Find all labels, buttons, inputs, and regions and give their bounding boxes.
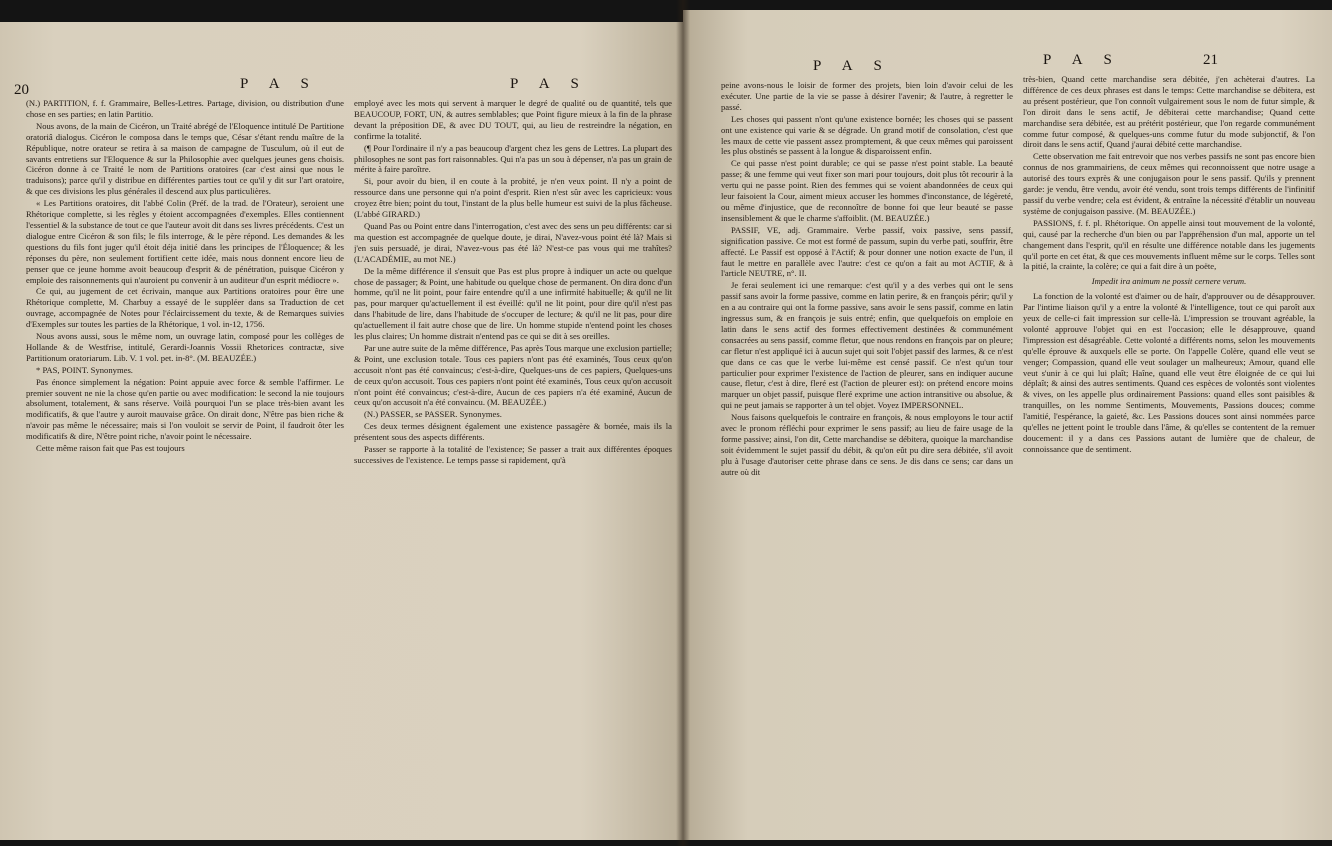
paragraph: Nous avons aussi, sous le même nom, un ouvrage latin, composé pour les collèges de Hollande & de Westfrise, intitulé, Gerardi-Joannis Vossii Rhetorices contractæ, sive Partitionum oratoriarum. Lib. V. 1 vol. pet. in-8°. (M. BEAUZÉE.) xyxy=(26,331,344,363)
paragraph: Ce qui, au jugement de cet écrivain, manque aux Partitions oratoires pour être une Rhétorique complette, M. Charbuy a essayé de le suppléer dans sa Traduction de cet ouvrage, accompagnée de Notes pour l'éclaircissement du texte, & de Remarques suivies d'Exemples sur toutes les parties de la Rhétorique, 1 vol. in-12, 1756. xyxy=(26,286,344,330)
running-header-right-col1: P A S xyxy=(813,58,891,74)
paragraph: très-bien, Quand cette marchandise sera débitée, j'en achèterai d'autres. La différence de ces deux phrases est dans le temps: Cette marchandise se débitera, est au présent postérieur, que l'on connoît vulgairement sous le nom de futur simple, & l'on diroit dans le sens actif, Je débiterai cette marchandise; Quand cette marchandise sera débitée, est au prétérit postérieur, que l'on regarde communément comme futur composé, & quelques-uns comme futur du mode subjonctif, & l'on diroit dans le sens actif, Quand j'aurai débité cette marchandise. xyxy=(1023,74,1315,150)
paragraph: Ce qui passe n'est point durable; ce qui se passe n'est point stable. La beauté passe; & une femme qui veut fixer son mari pour toujours, doit plus tôt recourir à la vertu qui ne passe point. Rien des femmes qui se voient abandonnées de ceux qui leur faisoient la Cour, aiment mieux accuser les hommes d'inconstance, de légèreté, ou même d'injustice, que de reconnoître de bonne foi que leur beauté se passe insensiblement & que le charme s'affoiblit. (M. BEAUZÉE.) xyxy=(721,158,1013,223)
paragraph: Je ferai seulement ici une remarque: c'est qu'il y a des verbes qui ont le sens passif sans avoir la forme passive, comme en latin perire, & en françois périr; qu'il y en a au contraire qui ont la forme passive, sans avoir le sens passif, comme en latin ingressus sum, & en françois je suis entré; enfin, que quelquefois on emploie en latin dans le sens actif des formes effectivement destinées & communément consacrées au sens passif, comme fletur, que nous rendons en françois par on pleure; car fletur n'est appliqué ici à aucun sujet qui soit l'objet passif des larmes, & ce n'est que dans ce cas que le verbe lui-même est censé passif. Ce n'est qu'un tour particulier pour exprimer l'existence de l'action de pleurer, sans en indiquer aucune cause, fletur, c'est à dire, fleré est (l'action de pleurer est): on prétend encore moins marquer un objet passif, puisque fleré exprime une action intransitive ou absolue, & qui ne peut jamais se rapporter à un tel objet. Voyez IMPERSONNEL. xyxy=(721,280,1013,411)
left-column-1 xyxy=(26,98,344,840)
left-page xyxy=(0,22,683,840)
paragraph: (N.) PASSER, se PASSER. Synonymes. xyxy=(364,409,502,420)
paragraph: Par une autre suite de la même différence, Pas après Tous marque une exclusion partielle; & Point, une exclusion totale. Tous ces papiers n'ont pas été examinés, Tous ceux qu'on accusoit n'ont pas été convaincus; c'est-à-dire, Quelques-uns de ces papiers, Quelques-uns de ceux qu'on accusoit. Tous ces papiers n'ont point été examinés, Tous ceux qu'on accusoit n'ont point été convaincus; c'est-à-dire, Aucun de ces papiers n'a été examiné, Aucun de ceux qu'on accusoit n'a été convaincu. (M. BEAUZÉE.) xyxy=(354,342,672,408)
page-number-right: 21 xyxy=(1203,52,1218,68)
paragraph: Passer se rapporte à la totalité de l'existence; Se passer a trait aux différentes époques successives de l'existence. Le temps passe si rapidement, qu'à xyxy=(354,444,672,465)
paragraph: Impedit ira animum ne possit cernere verum. xyxy=(1091,276,1247,287)
right-page xyxy=(683,10,1332,840)
paragraph: Pas énonce simplement la négation: Point appuie avec force & semble l'affirmer. Le premier souvent ne nie la chose qu'en partie ou avec modification: le second la nie toujours absolument, totalement, & sans réserve. Voilà pourquoi l'un se place très-bien avant les modificatifs, & que l'autre y auroit mauvaise grâce. On dirait donc, N'être pas bien riche & n'avoir pas même le nécessaire; mais si l'on vouloit se servir de Point, il faudroit ôter les modificatifs & dire, N'être point riche, n'avoir point le nécessaire. xyxy=(26,376,344,442)
paragraph: Nous avons, de la main de Cicéron, un Traité abrégé de l'Eloquence intitulé De Partitione oratoriâ dialogus. Cicéron le composa dans le temps que, César s'étant rendu maître de la République, notre orateur se retira à sa maison de campagne de Tusculum, où il eut de savants entretiens sur l'Eloquence & sur la Philosophie avec quelques jeunes gens choisis. Cicéron donne à ce Traité le nom de Partitions oratoires (car c'est ainsi que nous le traduisons); parce qu'il y distribue en différentes parties tout ce qu'il y dit sur l'art oratoire, & que ces divisions les plus générales il descend aux plus particulières. xyxy=(26,120,344,197)
book-gutter xyxy=(676,0,690,846)
paragraph: Quand Pas ou Point entre dans l'interrogation, c'est avec des sens un peu différents: car si ma question est accompagnée de quelque doute, je dirai, N'avez-vous point été là? Mais si j'en suis persuadé, je dirai, N'avez-vous pas été là? N'est-ce pas vous qui me trahîtes? (L'ACADÉMIE, au mot NE.) xyxy=(354,220,672,264)
paragraph: Cette même raison fait que Pas est toujours xyxy=(36,443,185,454)
paragraph: (¶ Pour l'ordinaire il n'y a pas beaucoup d'argent chez les gens de Lettres. La plupart des philosophes ne sont pas fort raisonnables. Qui n'a pas un sou à dépenser, n'a pas un grain de mérite à faire paroître. xyxy=(354,142,672,175)
paragraph: (N.) PARTITION, f. f. Grammaire, Belles-Lettres. Partage, division, ou distribution d'une chose en ses parties; en latin Partitio. xyxy=(26,98,344,119)
paragraph: De la même différence il s'ensuit que Pas est plus propre à indiquer un acte ou quelque chose de passager; & Point, une habitude ou quelque chose de permanent. On dira donc d'un homme, qu'il ne lit point, pour faire entendre qu'il a une infirmité habituelle; & qu'il ne lit pas, pour marquer qu'actuellement il est éveillé: qu'il ne lit point, pour dire qu'il n'est pas dans l'habitude de lire, dans l'habitude de s'occuper de lecture; & qu'il ne lit pas, pour dire qu'actuellement il fait autre chose que de lire. Un homme stupide n'entend point les choses les plus claires; Un homme distrait n'entend pas ce qui se dit à ses oreilles. xyxy=(354,265,672,342)
paragraph: La fonction de la volonté est d'aimer ou de haïr, d'approuver ou de désapprouver. Par l'intime liaison qu'il y a entre la volonté & l'intelligence, tout ce qui paroît aux yeux de celle-ci fait impression sur celle-là. L'impression se trouvant agréable, la volonté approuve l'objet qui en est l'occasion; elle le désapprouve, quand l'impression est désagréable. Cette volonté a différents noms, selon les mouvements qu'elle éprouve & auxquels elle se porte. On l'appelle Colère, quand elle veut se venger; Compassion, quand elle veut soulager un malheureux; Amour, quand elle veut s'unir à ce qui lui plaît; Haîne, quand elle veut être éloignée de ce qui lui déplaît; & ainsi des autres sentiments. Quand ces espèces de volontés sont violentes & vives, on les appelle plus ordinairement Passions: quand elles sont paisibles & tranquilles, on les nomme Sentiments, Mouvements, Passions douces; comme l'amitié, l'espérance, la gaieté, &c. Les Passions douces sont ainsi nommées parce qu'elles ne jettent point le trouble dans l'âme, & qu'elles se contentent de la remuer doucement: il y a dans ces Passions autant de lumière que de chaleur, de connoissance que de sentiment. xyxy=(1023,291,1315,454)
running-header-left-col1: P A S xyxy=(240,76,318,92)
running-header-right-col2: P A S xyxy=(1043,52,1121,68)
paragraph: peine avons-nous le loisir de former des projets, bien loin d'avoir celui de les exécuter. Une partie de la vie se passe à désirer l'avenir; & l'autre, à regretter le passé. xyxy=(721,80,1013,112)
page-number-left: 20 xyxy=(14,82,29,98)
paragraph: * PAS, POINT. Synonymes. xyxy=(36,364,133,375)
running-header-left-col2: P A S xyxy=(510,76,588,92)
right-column-1 xyxy=(721,80,1013,832)
paragraph: Si, pour avoir du bien, il en coute à la probité, je n'en veux point. Il n'y a point de ressource dans une personne qui n'a point d'esprit. Rien n'est sûr avec les capricieux: vous croyez être bien; point du tout, l'instant de la plus belle humeur est suivi de la plus fâcheuse. (L'abbé GIRARD.) xyxy=(354,176,672,220)
left-column-2 xyxy=(354,98,672,840)
paragraph: employé avec les mots qui servent à marquer le degré de qualité ou de quantité, tels que BEAUCOUP, FORT, UN, & autres semblables; que Point figure mieux à la fin de la phrase devant la préposition DE, & avec DU TOUT, qui, au lieu de restreindre la négation, en confirme la totalité. xyxy=(354,98,672,141)
paragraph: Les choses qui passent n'ont qu'une existence bornée; les choses qui se passent ont une existence qui varie & se dégrade. Un grand motif de consolation, c'est que les maux de cette vie passent assez promptement, & que ceux mêmes qui paroissent les plus obstinés se passent à la longue & disparoissent enfin. xyxy=(721,113,1013,157)
paragraph: Nous faisons quelquefois le contraire en françois, & nous employons le tour actif avec le pronom réfléchi pour exprimer le sens passif; au lieu de faire usage de la forme passive; ainsi, l'on dit, Cette marchandise se débitera, quoique la marchandise soit évidemment le sujet passif du débit, & qu'on eût pu dire sera débitée, s'il avoit plu à l'usage d'autoriser cette phrase dans ce sens. Je dis dans ce sens; car dans un autre où dit xyxy=(721,412,1013,477)
paragraph: PASSIONS, f. f. pl. Rhétorique. On appelle ainsi tout mouvement de la volonté, qui, causé par la recherche d'un bien ou par l'appréhension d'un mal, apporte un tel changement dans l'esprit, qu'il en résulte une différence notable dans les jugements qu'il porte en cet état, & que ces mouvements influent même sur le corps. Telles sont la pitié, la crainte, la colère; ce qui a fait dire à un poëte, xyxy=(1023,217,1315,272)
paragraph: Cette observation me fait entrevoir que nos verbes passifs ne sont pas encore bien connus de nos grammairiens, de ceux mêmes qui reconnoissent que notre usage a autorisé des tours exprès & une conjugaison pour le sens passif. Qu'ils y prennent garde: je vendu, être vendu, avoir été vendu, sont trois temps différents de l'infinitif passif du verbe vendre; cela est évident, & entraîne la nécessité d'établir un nouveau système de conjugaison passive. (M. BEAUZÉE.) xyxy=(1023,151,1315,216)
right-column-2 xyxy=(1023,74,1315,832)
paragraph: « Les Partitions oratoires, dit l'abbé Colin (Préf. de la trad. de l'Orateur), seroient une Rhétorique complette, si les règles y étoient accompagnées d'exemples. Elles contiennent l'essentiel & la substance de tout ce que l'auteur avoit dit dans ses livres précédents. C'est un dialogue entre Cicéron & son fils; le fils interroge, & le père répond. Les demandes & les questions du fils font juger qu'il étoit déja initié dans les principes de l'Éloquence; & les réponses du père, non seulement fortifient cette idée, mais nous donnent encore lieu de penser que ce jeune homme avoit beaucoup d'esprit & de pénétration, puisque Cicéron y emploie des raisonnements qui n'auroient pu convenir à un auditeur d'un esprit médiocre ». xyxy=(26,198,344,285)
paragraph: PASSIF, VE, adj. Grammaire. Verbe passif, voix passive, sens passif, signification passive. Ce mot est formé de passum, supin du verbe pati, souffrir, être affecté. Le Passif est opposé à l'Actif; & pour donner une notion exacte de l'un, il faut le mettre en parallèle avec l'autre: c'est ce qu'on a fait au mot ACTIF, & à l'article NEUTRE, n°. II. xyxy=(721,224,1013,279)
paragraph: Ces deux termes désignent également une existence passagère & bornée, mais ils la présentent sous des aspects différents. xyxy=(354,421,672,443)
